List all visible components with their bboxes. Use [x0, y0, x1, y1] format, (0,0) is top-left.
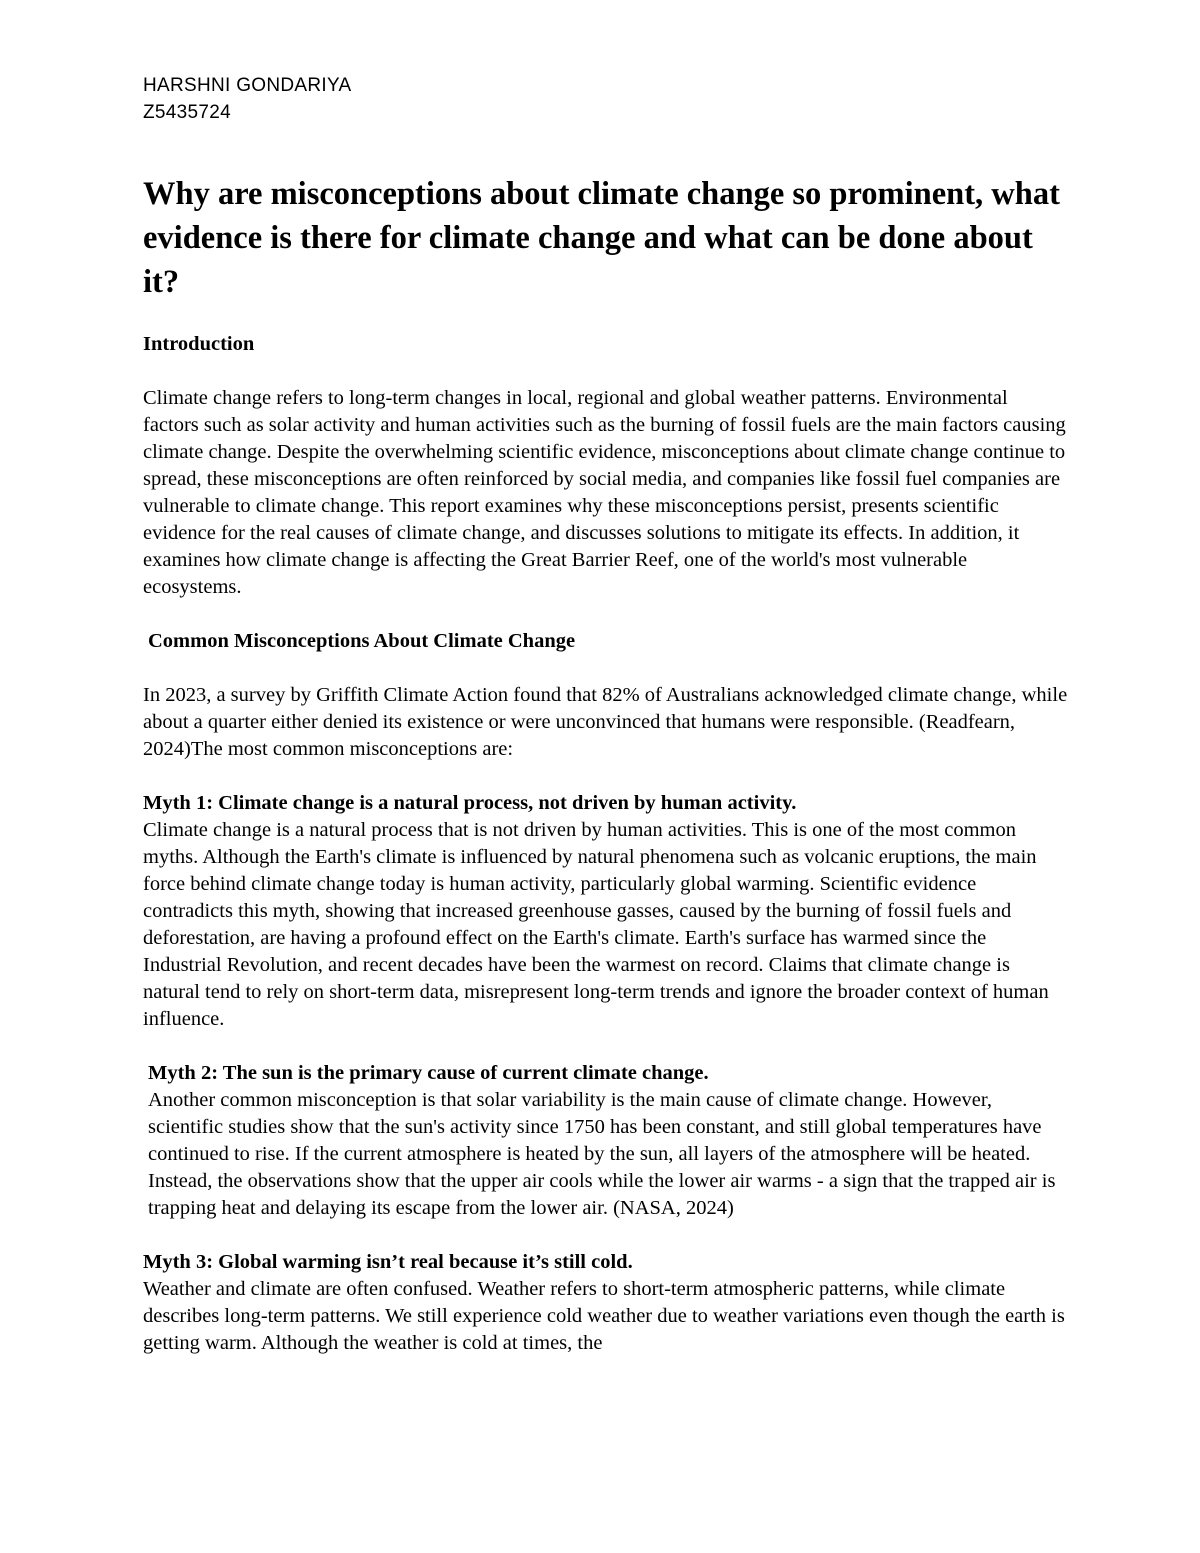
myth-2-title: Myth 2: The sun is the primary cause of current climate change. [148, 1062, 709, 1084]
myth-1-paragraph: Climate change is a natural process that is not driven by human activities. This is one of the most common myths. Although the Earth's climate is influenced by natural phenomena such as volcanic eruptions, the main force behind climate change today is human activity, particularly global warming. Scientific evidence contradicts this myth, showing that increased greenhouse gasses, caused by the burning of fossil fuels and deforestation, are having a profound effect on the Earth's climate. Earth's surface has warmed since the Industrial Revolution, and recent decades have been the warmest on record. Claims that climate change is natural tend to rely on short-term data, misrepresent long-term trends and ignore the broader context of human influence. [143, 819, 1049, 1030]
author-block [143, 72, 352, 126]
myth-2-paragraph: Another common misconception is that solar variability is the main cause of climate change. However, scientific studies show that the sun's activity since 1750 has been constant, and still global temperatures have continued to rise. If the current atmosphere is heated by the sun, all layers of the atmosphere will be heated. Instead, the observations show that the upper air cools while the lower air warms - a sign that the trapped air is trapping heat and delaying its escape from the lower air. (NASA, 2024) [148, 1089, 1056, 1219]
introduction-heading: Introduction [143, 333, 255, 355]
misconceptions-heading: Common Misconceptions About Climate Change [148, 630, 576, 652]
student-id: Z5435724 [143, 102, 231, 123]
myth-1-title: Myth 1: Climate change is a natural process, not driven by human activity. [143, 792, 797, 814]
author-name: HARSHNI GONDARIYA [143, 75, 352, 96]
introduction-paragraph: Climate change refers to long-term changes in local, regional and global weather patterns. Environmental factors such as solar activity and human activities such as the burning of fossil fuels are the main factors causing climate change. Despite the overwhelming scientific evidence, misconceptions about climate change continue to spread, these misconceptions are often reinforced by social media, and companies like fossil fuel companies are vulnerable to climate change. This report examines why these misconceptions persist, presents scientific evidence for the real causes of climate change, and discusses solutions to mitigate its effects. In addition, it examines how climate change is affecting the Great Barrier Reef, one of the world's most vulnerable ecosystems. [143, 387, 1066, 598]
misconceptions-paragraph: In 2023, a survey by Griffith Climate Action found that 82% of Australians acknowledged climate change, while about a quarter either denied its existence or were unconvinced that humans were responsible. (Readfearn, 2024)The most common misconceptions are: [143, 684, 1068, 760]
myth-3-title: Myth 3: Global warming isn’t real because it’s still cold. [143, 1251, 633, 1273]
myth-3-paragraph: Weather and climate are often confused. Weather refers to short-term atmospheric patterns, while climate describes long-term patterns. We still experience cold weather due to weather variations even though the earth is getting warm. Although the weather is cold at times, the [143, 1278, 1065, 1354]
document-title: Why are misconceptions about climate change so prominent, what evidence is there for climate change and what can be done about it? [143, 176, 1060, 300]
document-body [143, 172, 1068, 1384]
